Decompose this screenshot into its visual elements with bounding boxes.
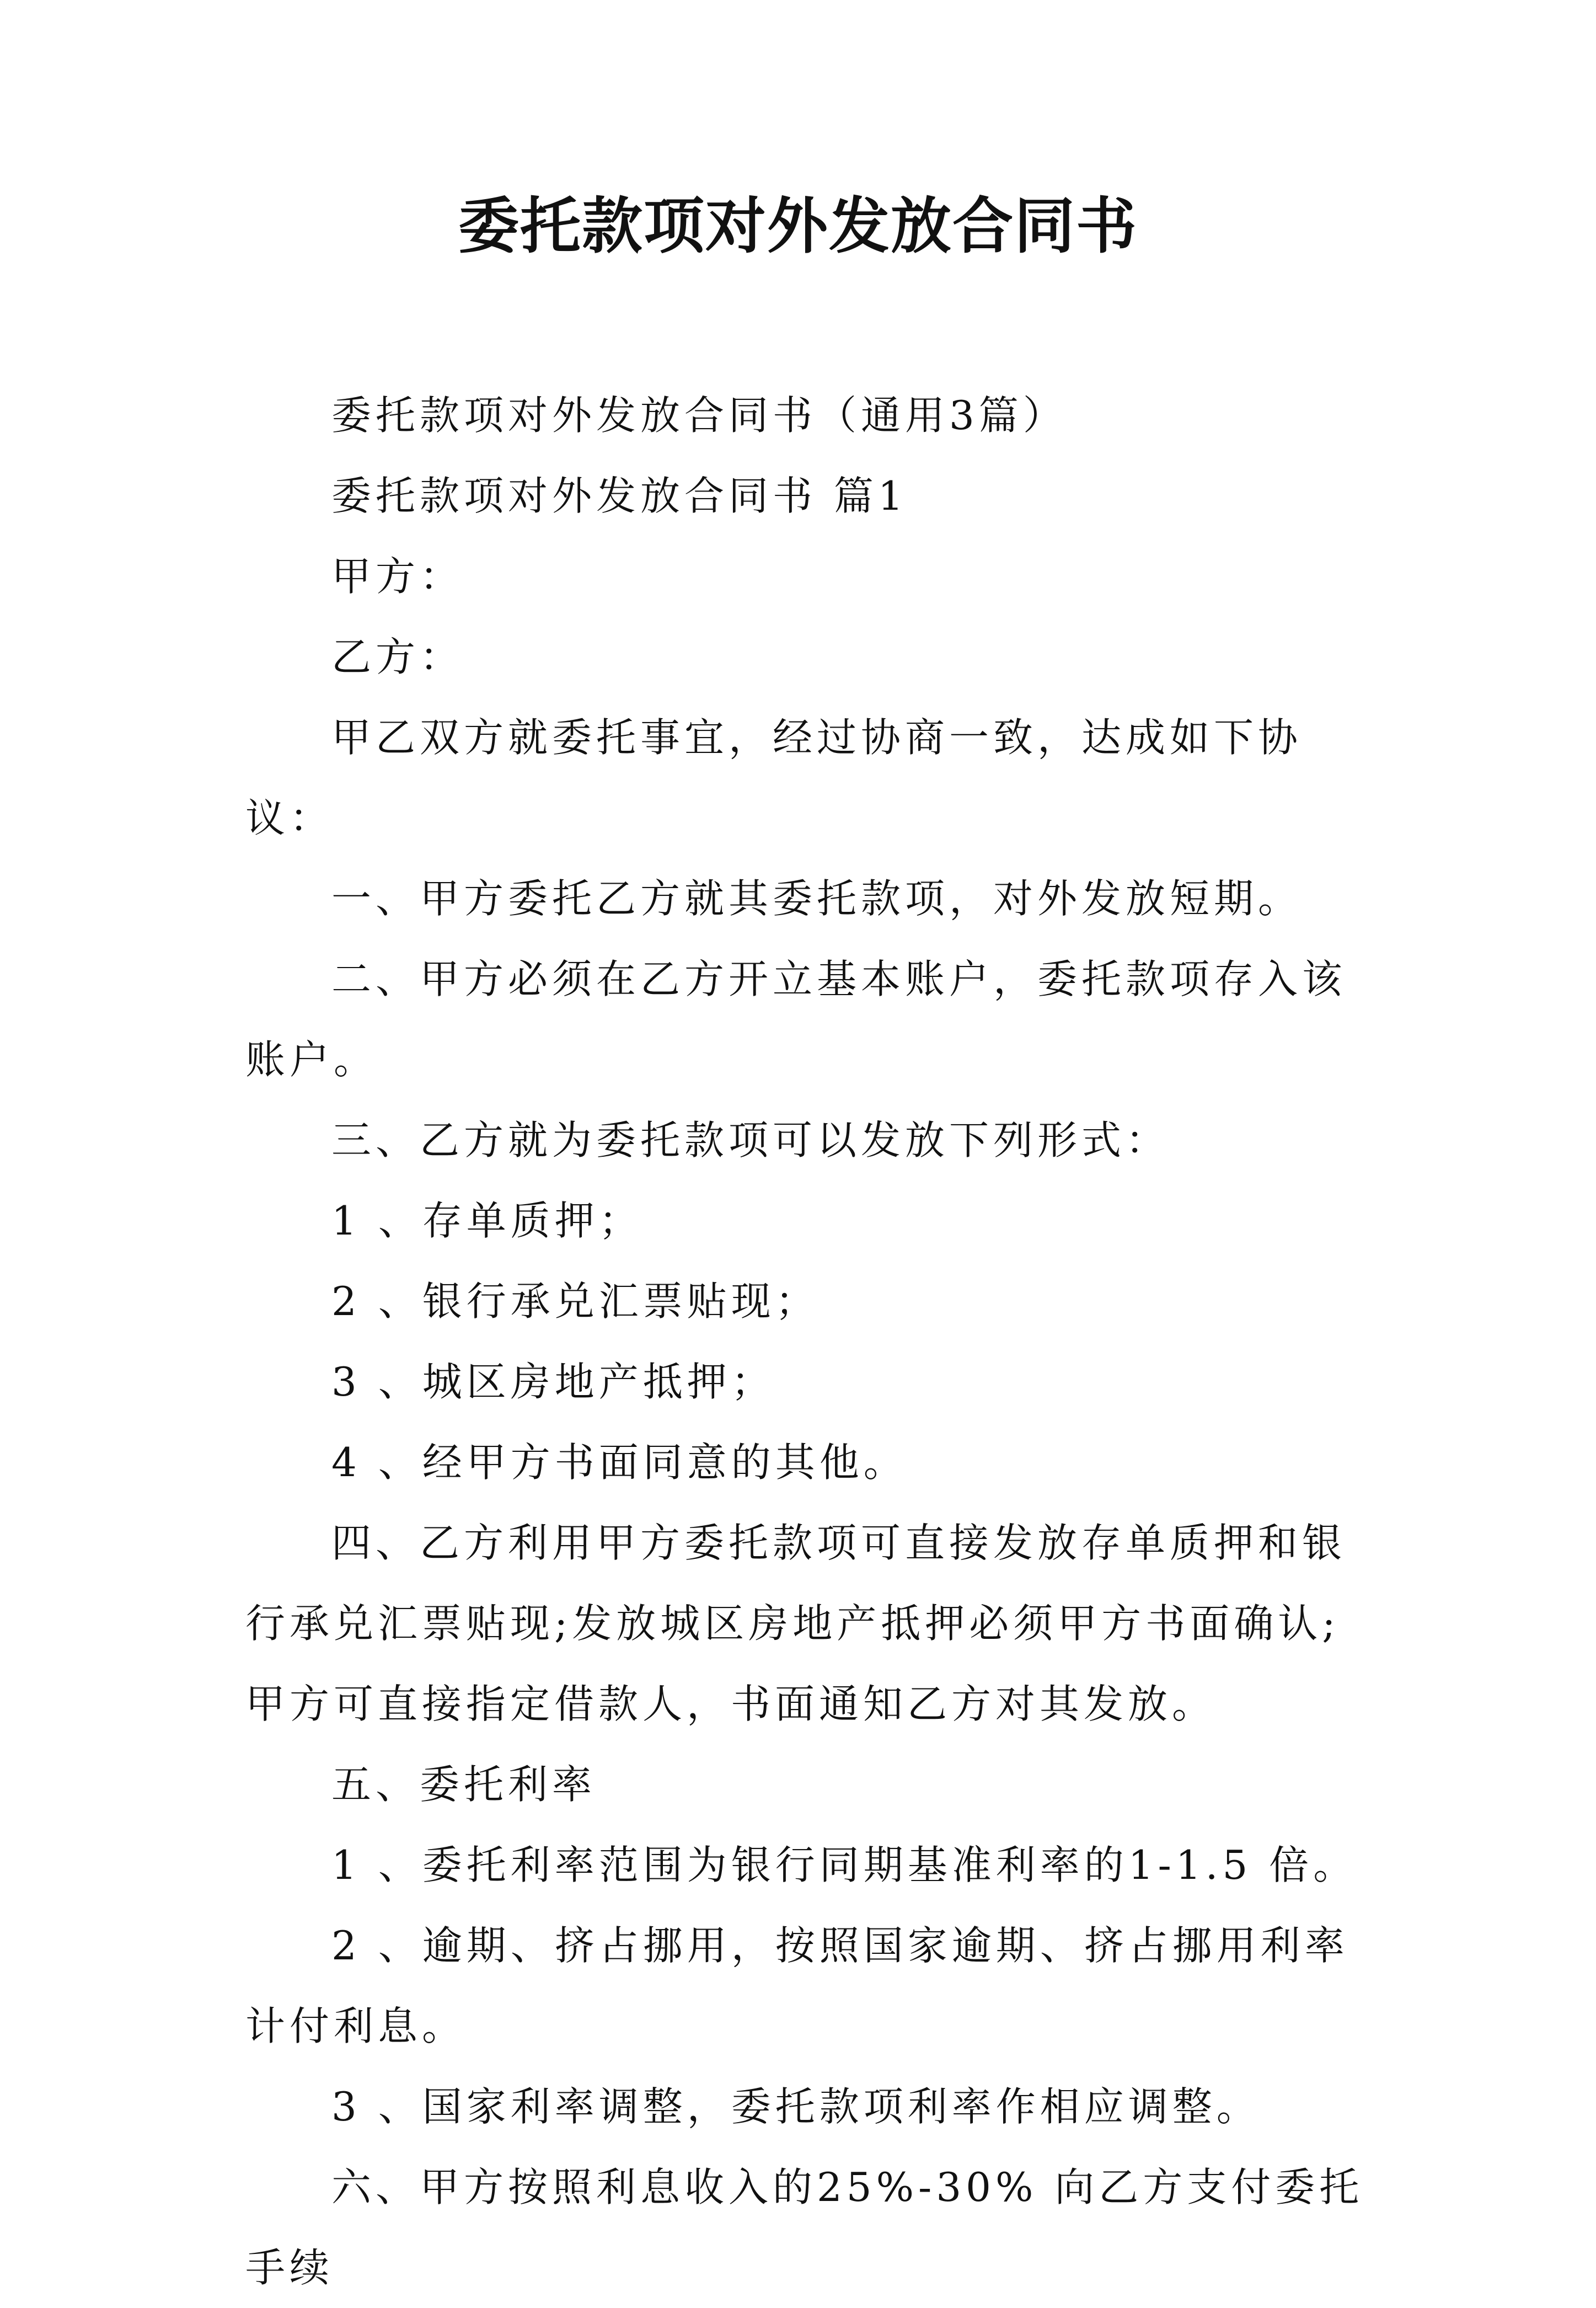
paragraph-clause-1: 一、甲方委托乙方就其委托款项，对外发放短期。 bbox=[331, 875, 1303, 922]
paragraph-clause-3: 三、乙方就为委托款项可以发放下列形式： bbox=[331, 1117, 1170, 1163]
paragraph-item-3: 3 、城区房地产抵押； bbox=[331, 1359, 775, 1405]
paragraph-rate-item-3: 3 、国家利率调整，委托款项利率作相应调整。 bbox=[331, 2083, 1261, 2130]
paragraph-clause-2: 二、甲方必须在乙方开立基本账户，委托款项存入该账户。 bbox=[245, 956, 1347, 1083]
paragraph-party-b: 乙方： bbox=[331, 634, 464, 680]
paragraph-clause-5: 五、委托利率 bbox=[331, 1761, 597, 1808]
paragraph-section-heading: 委托款项对外发放合同书 篇1 bbox=[331, 473, 908, 519]
paragraph-clause-4: 四、乙方利用甲方委托款项可直接发放存单质押和银行承兑汇票贴现;发放城区房地产抵押必须甲方书面确认;甲方可直接指定借款人，书面通知乙方对其发放。 bbox=[245, 1520, 1347, 1727]
paragraph-party-a: 甲方： bbox=[331, 553, 464, 600]
paragraph-item-2: 2 、银行承兑汇票贴现； bbox=[331, 1278, 820, 1324]
paragraph-rate-item-1: 1 、委托利率范围为银行同期基准利率的1-1.5 倍。 bbox=[331, 1842, 1358, 1888]
paragraph-item-4: 4 、经甲方书面同意的其他。 bbox=[331, 1439, 908, 1486]
paragraph-rate-item-2: 2 、逾期、挤占挪用，按照国家逾期、挤占挪用利率计付利息。 bbox=[245, 1922, 1349, 2049]
paragraph-subtitle: 委托款项对外发放合同书（通用3篇） bbox=[331, 392, 1067, 439]
paragraph-item-1: 1 、存单质押； bbox=[331, 1198, 643, 1244]
paragraph-clause-6: 六、甲方按照利息收入的25%-30% 向乙方支付委托手续 bbox=[245, 2164, 1364, 2291]
document-title: 委托款项对外发放合同书 bbox=[458, 190, 1138, 261]
paragraph-intro: 甲乙双方就委托事宜，经过协商一致，达成如下协议： bbox=[245, 714, 1303, 841]
document-body bbox=[245, 375, 1370, 2308]
